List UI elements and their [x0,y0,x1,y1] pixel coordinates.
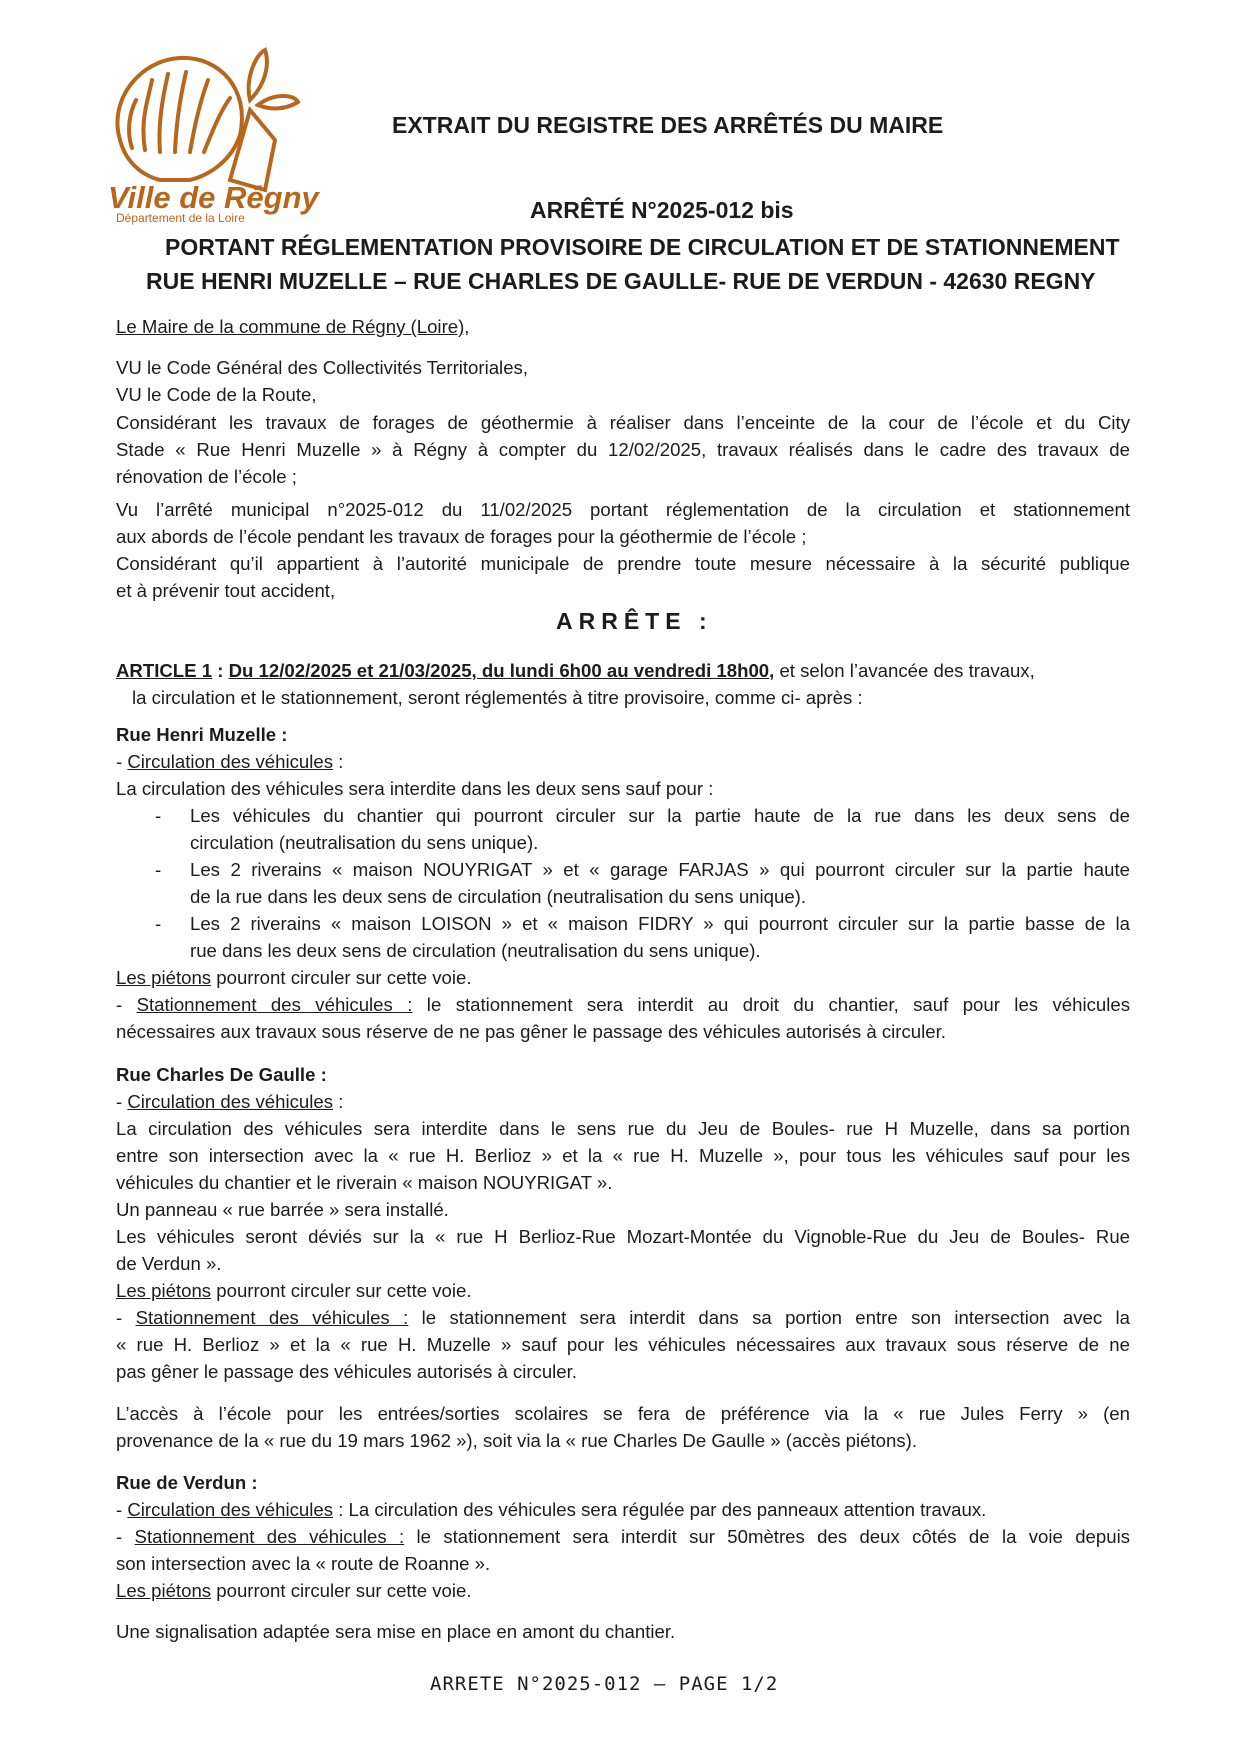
verdun-circ [116,1497,986,1523]
muzelle-circ-suffix: : [333,751,344,772]
gaulle-devies-line-1: Les véhicules seront déviés sur la « rue H Berlioz-Rue Mozart-Montée du Vignoble-Rue du Jeu de Boules- Rue [116,1226,1130,1247]
gaulle-title: Rue Charles De Gaulle : [116,1064,327,1085]
logo-department: Département de la Loire [116,211,245,225]
maire-line [116,314,469,340]
gaulle-devies-line-2: de Verdun ». [116,1253,222,1274]
gaulle-circ-line-3: véhicules du chantier et le riverain « maison NOUYRIGAT ». [116,1172,613,1193]
gaulle-stat-line-2: « rue H. Berlioz » et la « rue H. Muzelle » sauf pour les véhicules nécessaires aux travaux sous réserve de ne [116,1334,1130,1355]
muzelle-bullet-3-line-2: rue dans les deux sens de circulation (neutralisation du sens unique). [190,940,761,961]
article-1-dates: Du 12/02/2025 et 21/03/2025, du lundi 6h00 au vendredi 18h00, [228,660,775,681]
portant-heading: PORTANT RÉGLEMENTATION PROVISOIRE DE CIRCULATION ET DE STATIONNEMENT [165,234,1120,260]
gaulle-stat-line-3: pas gêner le passage des véhicules autorisés à circuler. [116,1361,577,1382]
muzelle-stat-prefix: - [116,994,137,1015]
article-1-rest: et selon l’avancée des travaux, [774,660,1035,681]
gaulle-circ-suffix: : [333,1091,344,1112]
maire-text: Le Maire de la commune de Régny (Loire), [116,316,470,337]
verdun-title: Rue de Verdun : [116,1472,258,1493]
gaulle-pietons-label: Les piétons [116,1280,212,1301]
verdun-pietons-label: Les piétons [116,1580,212,1601]
muzelle-circ-label: Circulation des véhicules [127,751,334,772]
signalisation-line: Une signalisation adaptée sera mise en place en amont du chantier. [116,1621,676,1642]
muzelle-circ-heading [116,749,343,775]
gaulle-stat-line-1 [116,1305,1130,1331]
page-footer: ARRETE N°2025-012 – PAGE 1/2 [430,1673,779,1695]
article-1-label: ARTICLE 1 [116,660,213,681]
muzelle-stat-line-2: nécessaires aux travaux sous réserve de ne pas gêner le passage des véhicules autorisés à circuler. [116,1021,946,1042]
gaulle-pietons [116,1278,472,1304]
considerant-2-line-2: et à prévenir tout accident, [116,580,336,601]
verdun-circ-prefix: - [116,1499,128,1520]
muzelle-bullet-3-dash: - [155,913,162,934]
muzelle-circ-intro: La circulation des véhicules sera interdite dans les deux sens sauf pour : [116,778,714,799]
arrete-number-heading: ARRÊTÉ N°2025-012 bis [530,197,794,223]
article-1-line-1 [116,658,1035,684]
muzelle-stat-text: le stationnement sera interdit au droit du chantier, sauf pour les véhicules [412,994,1131,1015]
gaulle-circ-label: Circulation des véhicules [127,1091,334,1112]
verdun-stat-text: le stationnement sera interdit sur 50mètres des deux côtés de la voie depuis [404,1526,1131,1547]
muzelle-stat-label: Stationnement des véhicules : [136,994,413,1015]
muzelle-bullet-1-line-1: Les véhicules du chantier qui pourront circuler sur la partie haute de la rue dans les deux sens de [190,805,1130,826]
muzelle-bullet-1-dash: - [155,805,162,826]
gaulle-circ-heading [116,1089,343,1115]
verdun-circ-rest: : La circulation des véhicules sera régulée par des panneaux attention travaux. [333,1499,987,1520]
verdun-pietons-rest: pourront circuler sur cette voie. [211,1580,472,1601]
verdun-circ-label: Circulation des véhicules [127,1499,334,1520]
article-1-sep: : [212,660,229,681]
considerant-1-line-2: Stade « Rue Henri Muzelle » à Régny à compter du 12/02/2025, travaux réalisés dans le cadre des travaux de [116,439,1130,460]
gaulle-stat-label: Stationnement des véhicules : [135,1307,409,1328]
muzelle-bullet-2-dash: - [155,859,162,880]
verdun-stat-line-2: son intersection avec la « route de Roanne ». [116,1553,491,1574]
considerant-1-line-1: Considérant les travaux de forages de géothermie à réaliser dans l’enceinte de la cour de l’école et du City [116,412,1130,433]
verdun-pietons [116,1578,472,1604]
vu-arrete-line-2: aux abords de l’école pendant les travaux de forages pour la géothermie de l’école ; [116,526,807,547]
gaulle-circ-line-1: La circulation des véhicules sera interdite dans le sens rue du Jeu de Boules- rue H Muzelle, dans sa portion [116,1118,1130,1139]
verdun-stat-label: Stationnement des véhicules : [134,1526,405,1547]
logo-town-name: Ville de Régny [108,180,319,215]
gaulle-stat-prefix: - [116,1307,136,1328]
muzelle-pietons-rest: pourront circuler sur cette voie. [211,967,472,988]
verdun-stat-line-1 [116,1524,1130,1550]
muzelle-stat-line-1 [116,992,1130,1018]
vu-cgct: VU le Code Général des Collectivités Territoriales, [116,357,528,378]
vu-code-route: VU le Code de la Route, [116,384,317,405]
gaulle-pietons-rest: pourront circuler sur cette voie. [211,1280,472,1301]
muzelle-bullet-1-line-2: circulation (neutralisation du sens unique). [190,832,539,853]
gaulle-circ-prefix: - [116,1091,128,1112]
considerant-2-line-1: Considérant qu’il appartient à l’autorité municipale de prendre toute mesure nécessaire à la sécurité publique [116,553,1130,574]
muzelle-title: Rue Henri Muzelle : [116,724,288,745]
streets-heading: RUE HENRI MUZELLE – RUE CHARLES DE GAULLE- RUE DE VERDUN - 42630 REGNY [146,268,1096,294]
verdun-stat-prefix: - [116,1526,135,1547]
gaulle-acces-line-2: provenance de la « rue du 19 mars 1962 »), soit via la « rue Charles De Gaulle » (accès piétons). [116,1430,918,1451]
muzelle-pietons-label: Les piétons [116,967,212,988]
muzelle-bullet-3-line-1: Les 2 riverains « maison LOISON » et « maison FIDRY » qui pourront circuler sur la partie basse de la [190,913,1130,934]
gaulle-stat-text: le stationnement sera interdit dans sa portion entre son intersection avec la [408,1307,1130,1328]
considerant-1-line-3: rénovation de l’école ; [116,466,297,487]
gaulle-circ-line-2: entre son intersection avec la « rue H. Berlioz » et la « rue H. Muzelle », pour tous les véhicules sauf pour les [116,1145,1130,1166]
muzelle-bullet-2-line-1: Les 2 riverains « maison NOUYRIGAT » et « garage FARJAS » qui pourront circuler sur la partie haute [190,859,1130,880]
muzelle-pietons [116,965,472,991]
arrete-title: ARRÊTE : [556,608,713,634]
vu-arrete-line-1: Vu l’arrêté municipal n°2025-012 du 11/02/2025 portant réglementation de la circulation et stationnement [116,499,1130,520]
muzelle-bullet-2-line-2: de la rue dans les deux sens de circulation (neutralisation du sens unique). [190,886,807,907]
gaulle-acces-line-1: L’accès à l’école pour les entrées/sorties scolaires se fera de préférence via la « rue Jules Ferry » (en [116,1403,1130,1424]
article-1-line-2: la circulation et le stationnement, seront réglementés à titre provisoire, comme ci- après : [132,687,863,708]
gaulle-panneau: Un panneau « rue barrée » sera installé. [116,1199,449,1220]
extrait-heading: EXTRAIT DU REGISTRE DES ARRÊTÉS DU MAIRE [392,112,944,138]
muzelle-circ-prefix: - [116,751,128,772]
